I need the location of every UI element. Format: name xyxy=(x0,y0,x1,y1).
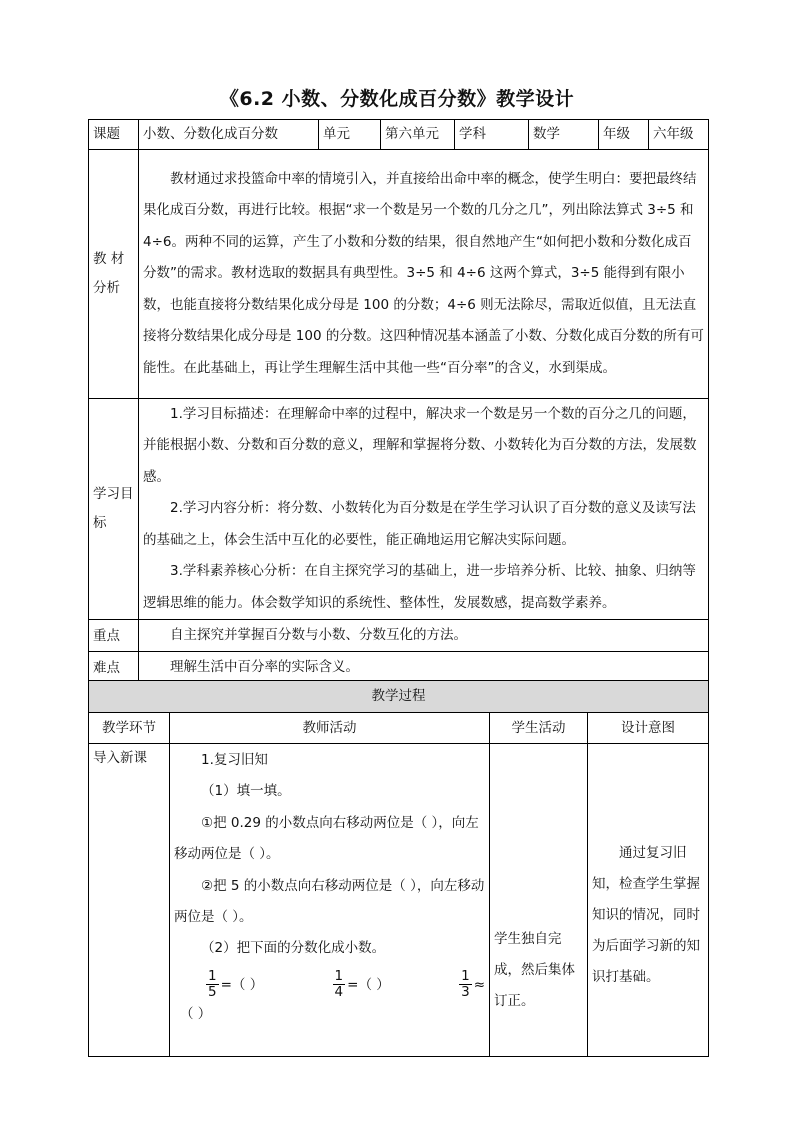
stage-name: 导入新课 xyxy=(89,744,170,1057)
key-point-row xyxy=(89,620,709,652)
difficulty-label: 难点 xyxy=(89,652,139,684)
teacher-line: （2）把下面的分数化成小数。 xyxy=(201,940,386,957)
process-row xyxy=(89,744,709,1057)
analysis-row xyxy=(89,150,709,399)
grade-label: 年级 xyxy=(599,120,649,150)
teacher-line: ②把 5 的小数点向右移动两位是（ ），向左移动两位是（ ）。 xyxy=(174,877,485,926)
teacher-line: 1.复习旧知 xyxy=(201,752,268,768)
fraction-answer: =（ ） xyxy=(347,976,390,993)
page-title: 《6.2 小数、分数化成百分数》教学设计 xyxy=(219,88,575,110)
goal-item: 1.学习目标描述：在理解命中率的过程中，解决求一个数是另一个数的百分之几的问题，并能根据小数、分数和百分数的意义，理解和掌握将分数、小数转化为百分数的方法，发展数感。 xyxy=(143,406,697,485)
teaching-process-table xyxy=(88,680,709,1057)
discipline-label: 学科 xyxy=(455,120,529,150)
col-stage: 教学环节 xyxy=(89,713,170,744)
col-intent: 设计意图 xyxy=(588,713,709,744)
fraction-denominator: 4 xyxy=(334,984,344,1001)
fraction-row xyxy=(174,965,485,1001)
goals-label: 学习目标 xyxy=(89,399,139,620)
subject-value: 小数、分数化成百分数 xyxy=(139,120,319,150)
fraction-answer: ≈ xyxy=(473,976,485,993)
design-intent: 通过复习旧知，检查学生掌握知识的情况，同时为后面学习新的知识打基础。 xyxy=(588,744,709,1057)
fraction-denominator: 3 xyxy=(461,984,470,1001)
fraction-numerator: 1 xyxy=(461,967,470,984)
discipline-value: 数学 xyxy=(529,120,599,150)
process-title: 教学过程 xyxy=(89,681,709,713)
teacher-line: （1）填一填。 xyxy=(201,783,291,800)
fraction-item xyxy=(204,969,263,1001)
process-header-row xyxy=(89,713,709,744)
key-point-text: 自主探究并掌握百分数与小数、分数互化的方法。 xyxy=(170,627,467,643)
fraction-item xyxy=(331,969,390,1001)
analysis-text: 教材通过求投篮命中率的情境引入，并直接给出命中率的概念，使学生明白：要把最终结果化成百分数，再进行比较。根据“求一个数是另一个数的几分之几”，列出除法算式 3÷5 和 4÷6。两种不同的运算，产生了小数和分数的结果，很自然地产生“如何把小数和分数化成百分数”的需求。教材选取的数据具有典型性。3÷5 和 4÷6 这两个算式，3÷5 能得到有限小数，也能直接将分数结果化成分母是 100 的分数；4÷6 则无法除尽，需取近似值，且无法直接将分数结果化成分母是 100 的分数。这四种情况基本涵盖了小数、分数化成百分数的所有可能性。在此基础上，再让学生理解生活中其他一些“百分率”的含义，水到渠成。 xyxy=(143,171,704,376)
lesson-info-table xyxy=(88,119,709,685)
grade-value: 六年级 xyxy=(649,120,709,150)
col-teacher: 教师活动 xyxy=(170,713,490,744)
fraction-item xyxy=(457,969,485,1001)
goals-row xyxy=(89,399,709,620)
unit-value: 第六单元 xyxy=(381,120,455,150)
teacher-line: （ ） xyxy=(180,1005,212,1022)
difficulty-text: 理解生活中百分率的实际含义。 xyxy=(170,659,359,676)
analysis-label: 教 材 分析 xyxy=(89,150,139,399)
fraction-denominator: 5 xyxy=(208,984,217,1001)
fraction-answer: =（ ） xyxy=(220,976,264,993)
unit-label: 单元 xyxy=(319,120,381,150)
fraction-numerator: 1 xyxy=(208,967,217,984)
col-student: 学生活动 xyxy=(490,713,588,744)
goal-item: 2.学习内容分析：将分数、小数转化为百分数是在学生学习认识了百分数的意义及读写法的基础之上，体会生活中互化的必要性，能正确地运用它解决实际问题。 xyxy=(143,500,696,548)
goal-item: 3.学科素养核心分析：在自主探究学习的基础上，进一步培养分析、比较、抽象、归纳等逻辑思维的能力。体会数学知识的系统性、整体性，发展数感，提高数学素养。 xyxy=(143,563,696,611)
fraction-numerator: 1 xyxy=(334,967,344,984)
header-row xyxy=(89,120,709,150)
subject-label: 课题 xyxy=(89,120,139,150)
teacher-line: ①把 0.29 的小数点向右移动两位是（ ），向左移动两位是（ ）。 xyxy=(174,814,479,863)
key-point-label: 重点 xyxy=(89,620,139,652)
student-activity: 学生独自完成，然后集体订正。 xyxy=(490,744,588,1057)
